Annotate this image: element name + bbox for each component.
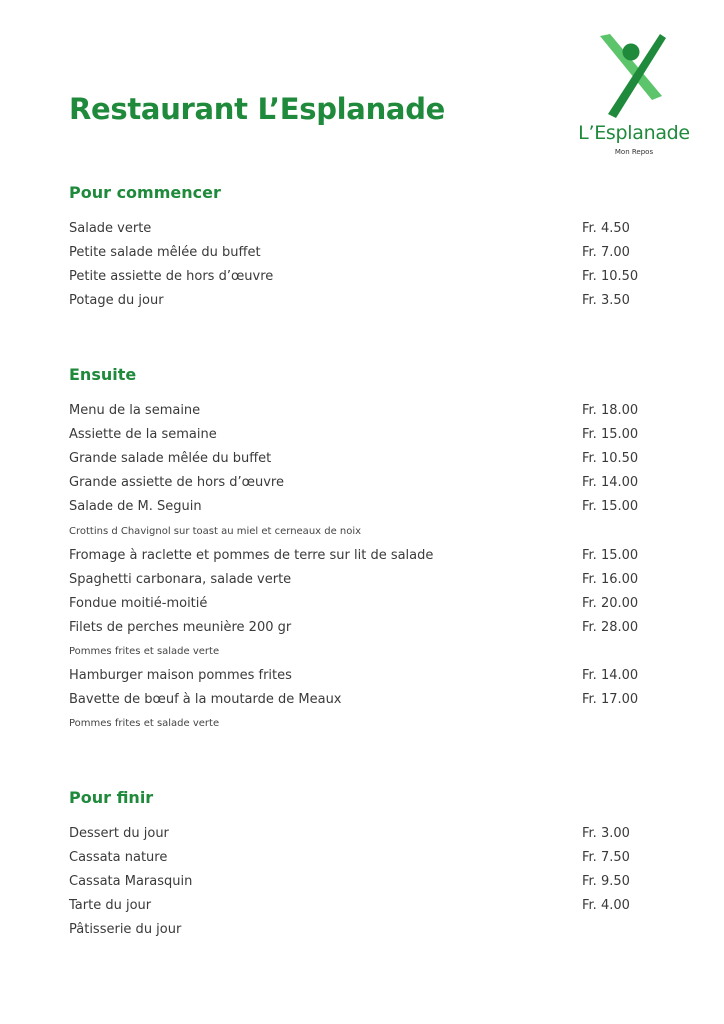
item-note: Pommes frites et salade verte bbox=[69, 646, 220, 657]
item-price: Fr. 9.50 bbox=[582, 874, 630, 889]
item-name: Bavette de bœuf à la moutarde de Meaux bbox=[69, 692, 342, 707]
figure-logo-icon bbox=[598, 32, 670, 122]
item-price: Fr. 15.00 bbox=[582, 427, 639, 442]
item-name: Grande assiette de hors d’œuvre bbox=[69, 475, 284, 490]
item-name: Cassata Marasquin bbox=[69, 874, 193, 889]
menu-item bbox=[69, 475, 649, 495]
menu-item bbox=[69, 269, 649, 289]
item-name: Hamburger maison pommes frites bbox=[69, 668, 292, 683]
menu-item bbox=[69, 874, 649, 894]
restaurant-logo bbox=[572, 32, 696, 162]
item-price: Fr. 18.00 bbox=[582, 403, 639, 418]
item-name: Salade verte bbox=[69, 221, 152, 236]
menu-item bbox=[69, 451, 649, 471]
logo-name: L’Esplanade bbox=[578, 122, 690, 144]
item-name: Fondue moitié-moitié bbox=[69, 596, 208, 611]
item-price: Fr. 7.00 bbox=[582, 245, 630, 260]
menu-item bbox=[69, 293, 649, 313]
menu-item bbox=[69, 692, 649, 712]
menu-item bbox=[69, 499, 649, 519]
item-price: Fr. 15.00 bbox=[582, 548, 639, 563]
menu-item bbox=[69, 245, 649, 265]
item-price: Fr. 10.50 bbox=[582, 269, 639, 284]
item-name: Cassata nature bbox=[69, 850, 168, 865]
item-name: Potage du jour bbox=[69, 293, 164, 308]
menu-item bbox=[69, 548, 649, 568]
item-name: Tarte du jour bbox=[69, 898, 152, 913]
menu-item bbox=[69, 572, 649, 592]
item-price: Fr. 14.00 bbox=[582, 668, 639, 683]
item-price: Fr. 16.00 bbox=[582, 572, 639, 587]
item-name: Salade de M. Seguin bbox=[69, 499, 202, 514]
item-name: Dessert du jour bbox=[69, 826, 169, 841]
menu-item bbox=[69, 826, 649, 846]
item-price: Fr. 28.00 bbox=[582, 620, 639, 635]
item-price: Fr. 20.00 bbox=[582, 596, 639, 611]
item-price: Fr. 4.00 bbox=[582, 898, 630, 913]
menu-item bbox=[69, 898, 649, 918]
item-price: Fr. 17.00 bbox=[582, 692, 639, 707]
item-price: Fr. 14.00 bbox=[582, 475, 639, 490]
page-title: Restaurant L’Esplanade bbox=[69, 92, 446, 126]
menu-item bbox=[69, 922, 649, 942]
section-title-starters: Pour commencer bbox=[69, 183, 221, 202]
item-note: Crottins d Chavignol sur toast au miel et cerneaux de noix bbox=[69, 526, 362, 537]
item-name: Petite assiette de hors d’œuvre bbox=[69, 269, 274, 284]
logo-subtitle: Mon Repos bbox=[614, 148, 654, 156]
item-name: Menu de la semaine bbox=[69, 403, 201, 418]
menu-item bbox=[69, 403, 649, 423]
item-name: Spaghetti carbonara, salade verte bbox=[69, 572, 292, 587]
logo-head bbox=[623, 44, 640, 61]
menu-item bbox=[69, 427, 649, 447]
menu-item bbox=[69, 668, 649, 688]
item-name: Pâtisserie du jour bbox=[69, 922, 182, 937]
item-name: Fromage à raclette et pommes de terre sur lit de salade bbox=[69, 548, 434, 563]
item-name: Assiette de la semaine bbox=[69, 427, 217, 442]
item-price: Fr. 4.50 bbox=[582, 221, 630, 236]
item-price: Fr. 3.50 bbox=[582, 293, 630, 308]
item-name: Filets de perches meunière 200 gr bbox=[69, 620, 292, 635]
item-price: Fr. 3.00 bbox=[582, 826, 630, 841]
menu-item bbox=[69, 221, 649, 241]
item-note: Pommes frites et salade verte bbox=[69, 718, 220, 729]
menu-item bbox=[69, 850, 649, 870]
menu-item bbox=[69, 620, 649, 640]
menu-item bbox=[69, 596, 649, 616]
item-price: Fr. 10.50 bbox=[582, 451, 639, 466]
section-title-mains: Ensuite bbox=[69, 365, 137, 384]
item-price: Fr. 15.00 bbox=[582, 499, 639, 514]
item-name: Grande salade mêlée du buffet bbox=[69, 451, 272, 466]
item-name: Petite salade mêlée du buffet bbox=[69, 245, 261, 260]
section-title-desserts: Pour finir bbox=[69, 788, 154, 807]
item-price: Fr. 7.50 bbox=[582, 850, 630, 865]
